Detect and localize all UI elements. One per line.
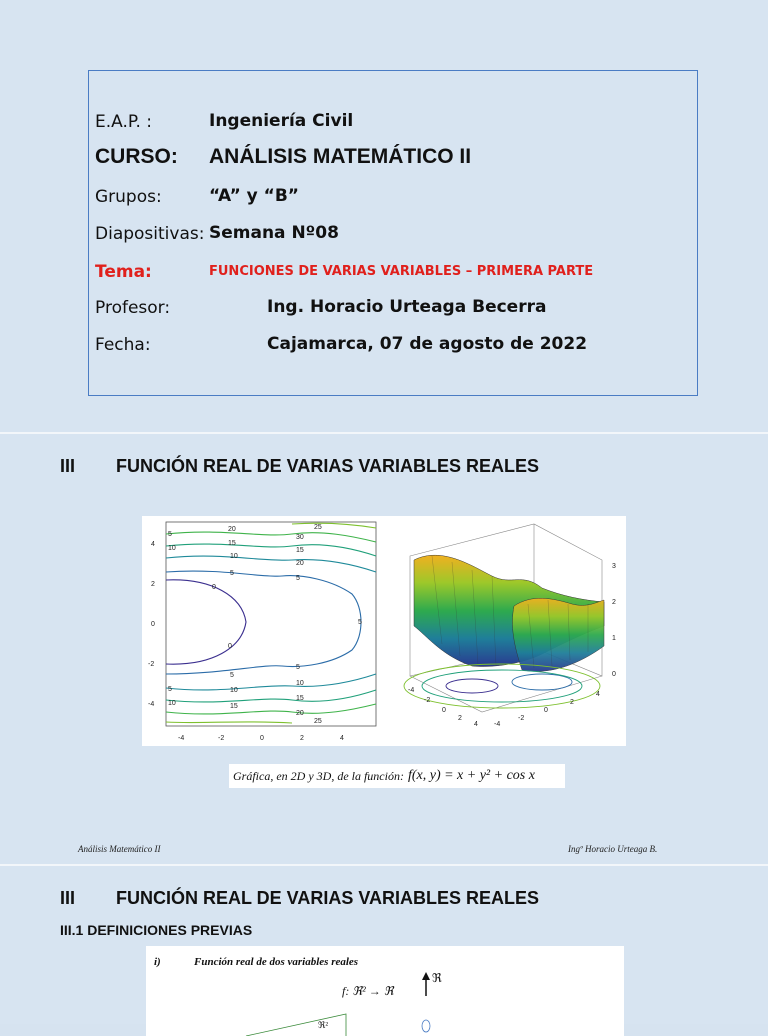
tema-value: FUNCIONES DE VARIAS VARIABLES – PRIMERA PARTE: [209, 264, 594, 279]
y-tick: 0: [151, 621, 155, 628]
contour-label: 20: [296, 560, 304, 567]
contour-label: 5: [168, 531, 172, 538]
eap-row: [95, 111, 354, 132]
y-tick: 4: [596, 691, 600, 698]
y-tick: 0: [544, 707, 548, 714]
floor-contour: [512, 674, 572, 690]
footer-author: Ingº Horacio Urteaga B.: [568, 844, 658, 854]
grupos-label: Grupos:: [95, 187, 162, 207]
contour-label: 5: [358, 619, 362, 626]
contour-label: 15: [296, 547, 304, 554]
contour-label: 5: [296, 664, 300, 671]
domain-label: ℜ²: [318, 1020, 329, 1030]
surface-mesh-front: [512, 598, 604, 671]
x-tick: 0: [442, 707, 446, 714]
point-icon: [422, 1020, 430, 1032]
x-tick: 4: [474, 721, 478, 728]
contour-label: 10: [168, 700, 176, 707]
section-heading: [60, 456, 539, 477]
course-info-box: [88, 70, 698, 396]
y-tick: 2: [151, 581, 155, 588]
function-plots-figure: [142, 516, 626, 746]
plots-svg: [142, 516, 626, 746]
fecha-label: Fecha:: [95, 335, 151, 355]
contour-label: 10: [230, 553, 238, 560]
contour-label: 5: [296, 575, 300, 582]
y-tick: -2: [518, 715, 525, 722]
r-axis-label: ℜ: [432, 971, 442, 985]
z-tick: 1: [612, 635, 616, 642]
x-tick: -4: [408, 687, 415, 694]
x-tick: 0: [260, 735, 264, 742]
diapositivas-value: Semana Nº08: [209, 223, 339, 243]
arrow-head-icon: [422, 972, 430, 980]
contour-label: 15: [228, 540, 236, 547]
grupos-value: “A” y “B”: [209, 186, 299, 206]
y-tick: -4: [494, 721, 501, 728]
item-title: Función real de dos variables reales: [194, 956, 359, 968]
curso-label: CURSO:: [95, 145, 178, 168]
z-tick: 3: [612, 563, 616, 570]
contour-label: 20: [228, 526, 236, 533]
section-number: III: [60, 456, 76, 476]
section-title: FUNCIÓN REAL DE VARIAS VARIABLES REALES: [116, 456, 540, 476]
diapositivas-label: Diapositivas:: [95, 224, 205, 244]
domain-plane: [246, 1014, 346, 1036]
contour-label: 0: [228, 643, 232, 650]
definition-figure: [146, 946, 624, 1036]
surface-y-ticks: [494, 691, 600, 728]
y-tick: -4: [148, 701, 155, 708]
caption-formula: f(x, y) = x + y² + cos x: [407, 768, 535, 783]
y-tick: -2: [148, 661, 155, 668]
profesor-value: Ing. Horacio Urteaga Becerra: [267, 297, 547, 317]
mapping-text: f: ℜ² → ℜ: [342, 984, 394, 998]
section-title: FUNCIÓN REAL DE VARIAS VARIABLES REALES: [116, 888, 540, 908]
profesor-row: [95, 297, 547, 318]
contour-label: 5: [230, 570, 234, 577]
section-heading: [60, 888, 539, 909]
tema-label: Tema:: [95, 262, 152, 282]
fecha-value: Cajamarca, 07 de agosto de 2022: [267, 334, 588, 354]
curso-value: ANÁLISIS MATEMÁTICO II: [209, 145, 472, 168]
x-tick: -4: [178, 735, 185, 742]
eap-label: E.A.P. :: [95, 112, 153, 132]
z-tick: 2: [612, 599, 616, 606]
contour-label: 5: [168, 686, 172, 693]
contour-label: 15: [296, 695, 304, 702]
surface-box-floor: [410, 676, 602, 712]
contour-label: 0: [212, 584, 216, 591]
subsection-heading: III.1 DEFINICIONES PREVIAS: [60, 922, 253, 938]
item-number: i): [154, 956, 161, 968]
eap-value: Ingeniería Civil: [209, 111, 354, 131]
contour-frame: [166, 522, 376, 726]
curso-row: [95, 145, 472, 169]
figure-caption: [229, 764, 565, 788]
z-tick: 0: [612, 671, 616, 678]
y-tick: 2: [570, 699, 574, 706]
y-tick: 4: [151, 541, 155, 548]
title-slide: [0, 0, 768, 432]
section-number: III: [60, 888, 76, 908]
contour-label: 25: [314, 718, 322, 725]
profesor-label: Profesor:: [95, 298, 171, 318]
contour-label: 10: [296, 680, 304, 687]
tema-row: [95, 261, 594, 282]
contour-x-ticks: [178, 735, 344, 742]
x-tick: -2: [218, 735, 225, 742]
contour-label: 10: [168, 545, 176, 552]
grupos-row: [95, 186, 299, 207]
contour-label: 25: [314, 524, 322, 531]
function-slide: [0, 434, 768, 864]
x-tick: 4: [340, 735, 344, 742]
definitions-slide: [0, 866, 768, 1030]
contour-label: 15: [230, 703, 238, 710]
caption-text: Gráfica, en 2D y 3D, de la función:: [233, 768, 404, 783]
floor-contour: [446, 679, 498, 693]
contour-label: 30: [296, 534, 304, 541]
contour-y-ticks: [148, 541, 155, 708]
definition-svg: [146, 946, 624, 1036]
contour-label: 20: [296, 710, 304, 717]
diapositivas-row: [95, 223, 339, 244]
x-tick: -2: [424, 697, 431, 704]
fecha-row: [95, 334, 588, 355]
contour-label: 10: [230, 687, 238, 694]
x-tick: 2: [300, 735, 304, 742]
surface-z-ticks: [612, 563, 616, 678]
footer-course: Análisis Matemático II: [78, 844, 161, 854]
contour-label: 5: [230, 672, 234, 679]
x-tick: 2: [458, 715, 462, 722]
